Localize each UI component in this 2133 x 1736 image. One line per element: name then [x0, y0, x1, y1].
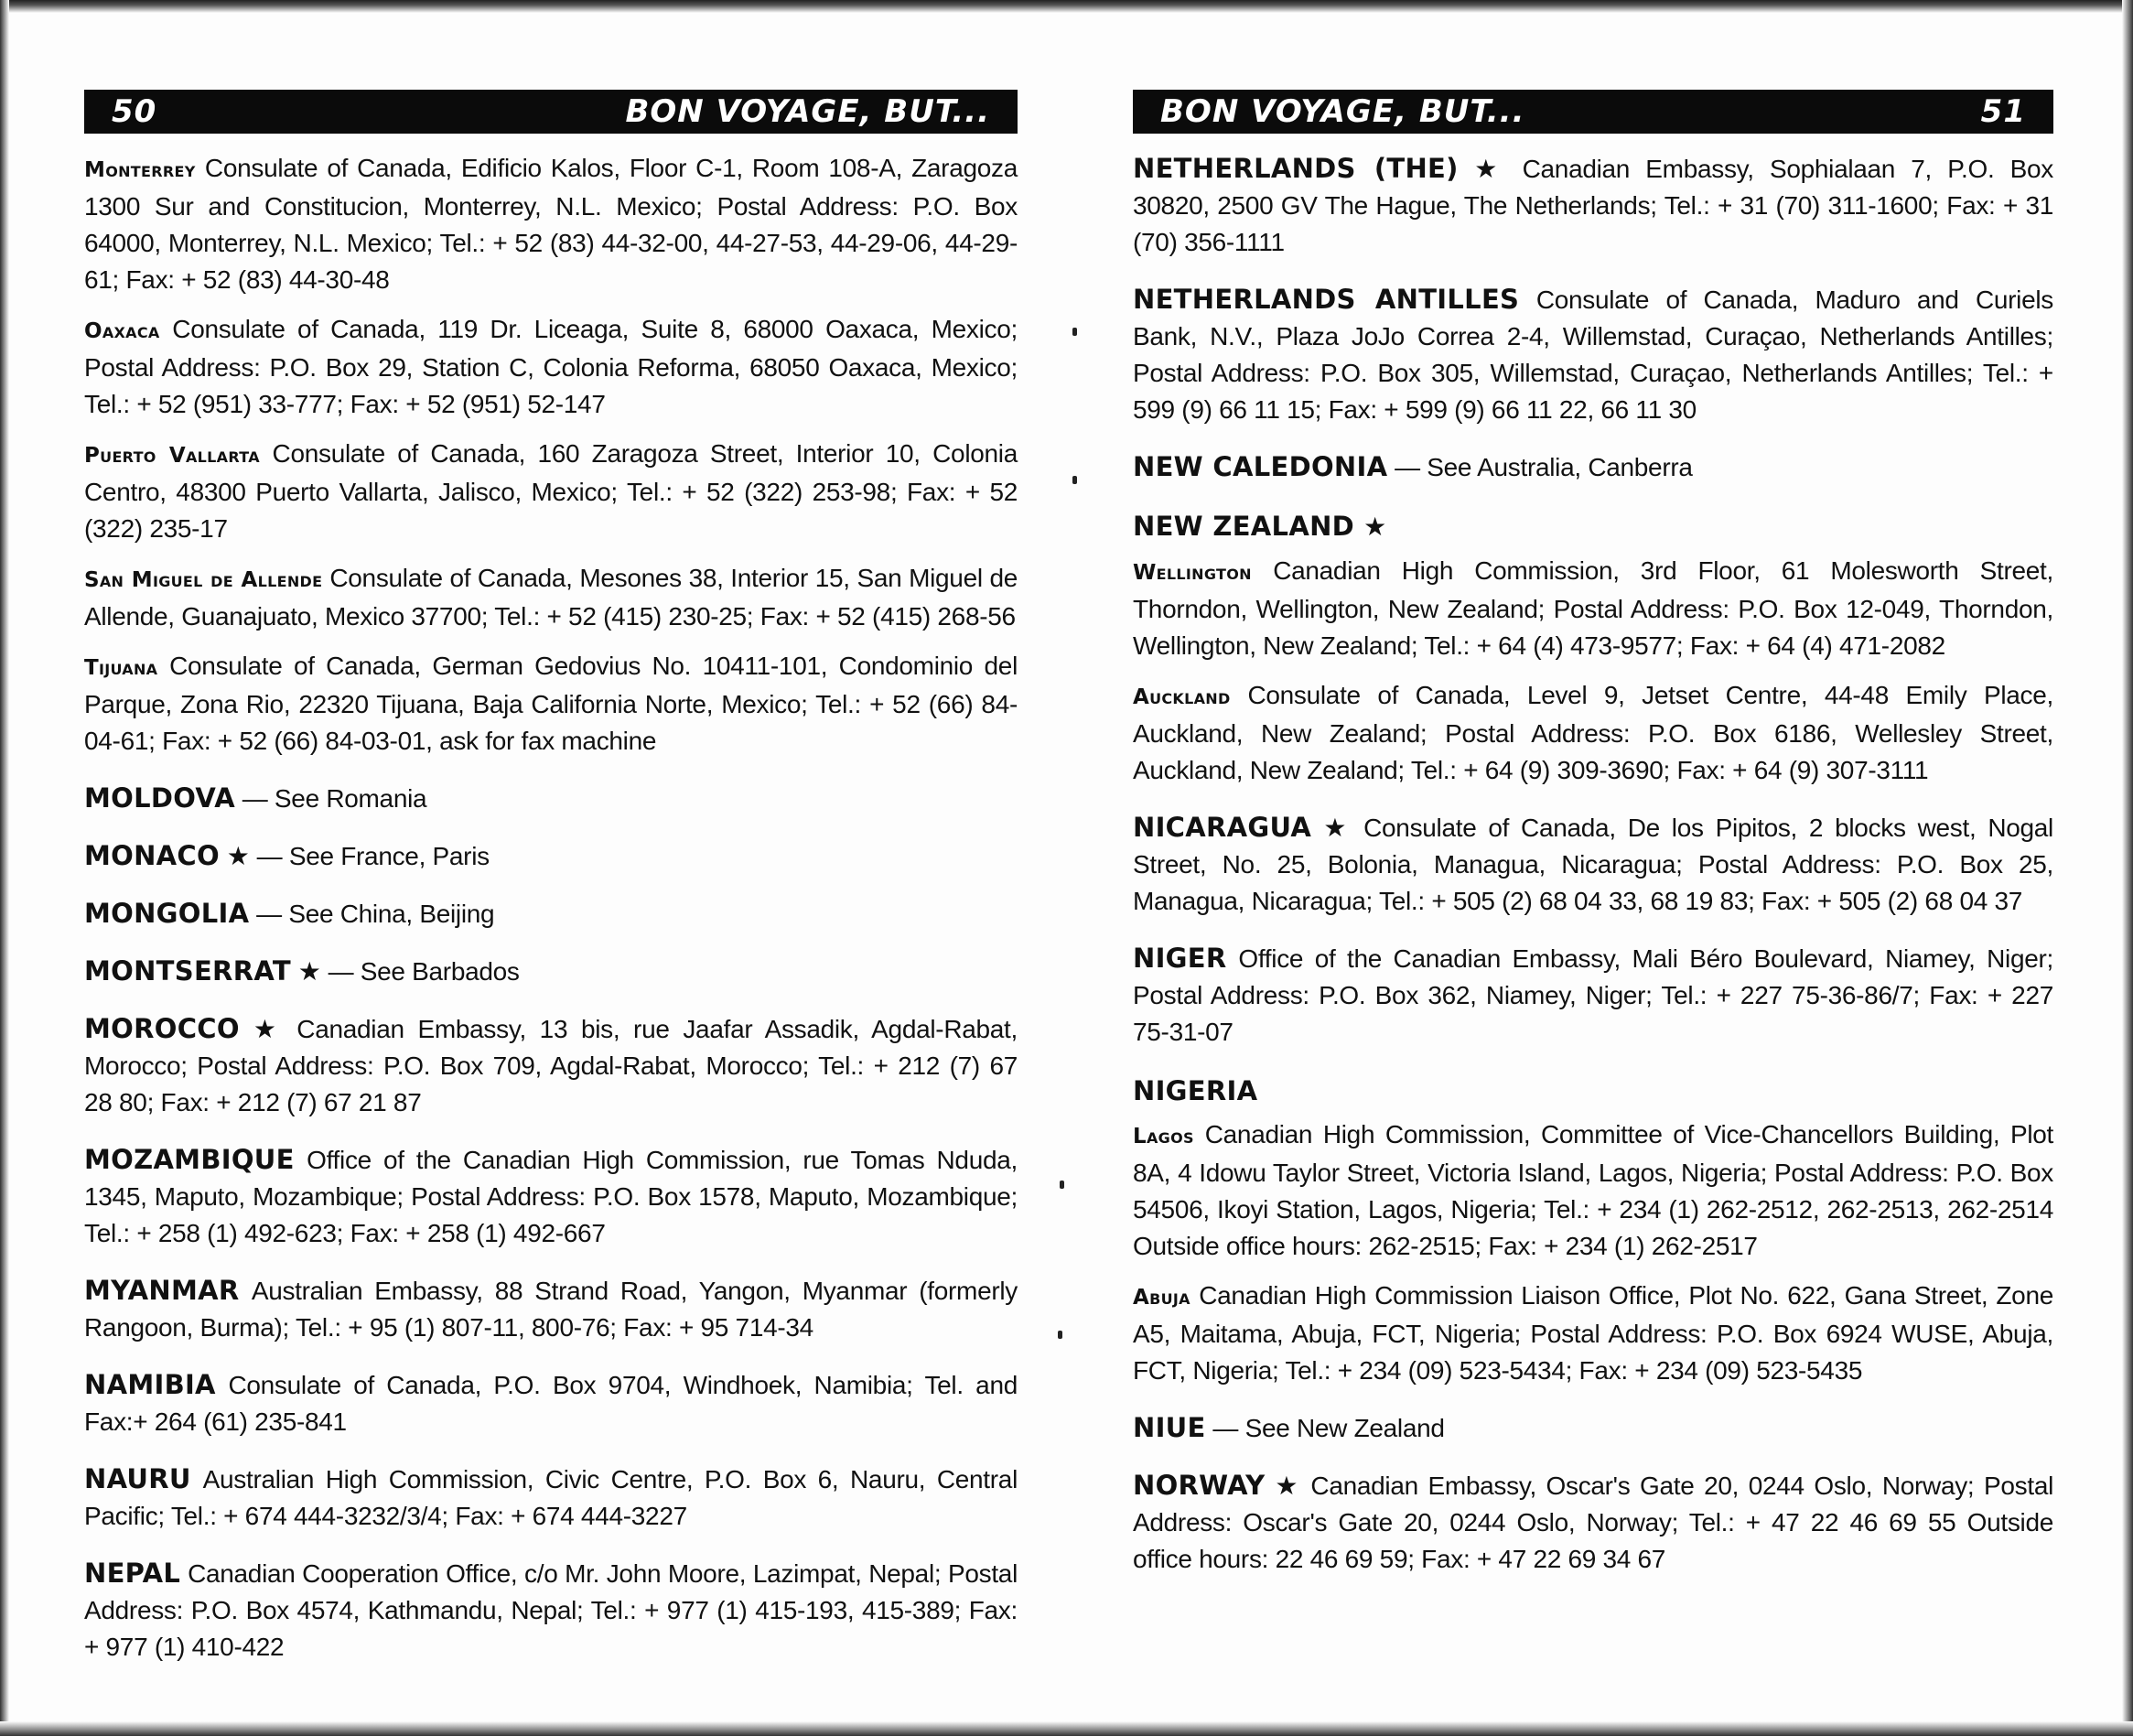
country-name: NEPAL: [84, 1558, 181, 1589]
page-edge-bottom: [0, 1721, 2133, 1736]
entry-text: Consulate of Canada, Mesones 38, Interior 15, San Miguel de Allende, Guanajuato, Mexico 37700; Tel.: + 52 (415) 230-25; Fax: + 52 (415) 268-56: [84, 564, 1018, 631]
entry-text: Canadian High Commission, 3rd Floor, 61 Molesworth Street, Thorndon, Wellington, New Zealand; Postal Address: P.O. Box 12-049, Thorndon, Wellington, New Zealand; Tel.: + 64 (4) 473-9577; Fax: + 64 (4) 471-2082: [1133, 556, 2054, 660]
country-name: MONACO: [84, 840, 220, 871]
directory-entry: [84, 436, 1018, 547]
gutter-speck: [1060, 1181, 1064, 1189]
country-name: MOROCCO: [84, 1013, 240, 1044]
country-name: NAMIBIA: [84, 1369, 216, 1400]
city-name: Puerto Vallarta: [84, 444, 260, 468]
entry-text: Consulate of Canada, Edificio Kalos, Floor C-1, Room 108-A, Zaragoza 1300 Sur and Constitucion, Monterrey, N.L. Mexico; Postal Address: P.O. Box 64000, Monterrey, N.L. Mexico; Tel.: + 52 (83) 44-32-00, 44-27-53, 44-29-06, 44-29-61; Fax: + 52 (83) 44-30-48: [84, 154, 1018, 294]
entry-text: Consulate of Canada, De los Pipitos, 2 blocks west, Nogal Street, No. 25, Bolonia, Managua, Nicaragua; Postal Address: P.O. Box 25, Managua, Nicaragua; Tel.: + 505 (2) 68 04 33, 68 19 83; Fax: + 505 (2) 68 04 37: [1133, 814, 2053, 915]
entry-text: Consulate of Canada, 160 Zaragoza Street, Interior 10, Colonia Centro, 48300 Puerto Vallarta, Jalisco, Mexico; Tel.: + 52 (322) 253-98; Fax: + 52 (322) 235-17: [84, 439, 1018, 543]
gutter-speck: [1058, 1331, 1062, 1339]
entry-text: — See France, Paris: [256, 842, 490, 870]
entry-text: Office of the Canadian High Commission, rue Tomas Nduda, 1345, Maputo, Mozambique; Postal Address: P.O. Box 1578, Maputo, Mozambique; Tel.: + 258 (1) 492-623; Fax: + 258 (1) 492-667: [84, 1146, 1018, 1247]
directory-entry: [1133, 448, 2053, 486]
country-name: NETHERLANDS ANTILLES: [1133, 284, 1520, 315]
directory-entry: [1133, 281, 2053, 428]
entry-text: Consulate of Canada, 119 Dr. Liceaga, Suite 8, 68000 Oaxaca, Mexico; Postal Address: P.O. Box 29, Station C, Colonia Reforma, 68050 Oaxaca, Mexico; Tel.: + 52 (951) 33-777; Fax: + 52 (951) 52-147: [84, 315, 1018, 418]
entry-text: Canadian Embassy, Oscar's Gate 20, 0244 Oslo, Norway; Postal Address: Oscar's Gate 20, 0244 Oslo, Norway; Tel.: + 47 22 46 69 55 Outside office hours: 22 46 69 59; Fax: + 47 22 69 34 67: [1133, 1472, 2054, 1573]
city-name: Oaxaca: [84, 319, 160, 343]
directory-entry: [1133, 150, 2053, 261]
country-name: NETHERLANDS (THE): [1133, 153, 1459, 184]
gutter-speck: [1072, 328, 1077, 336]
star-icon: ★: [1363, 512, 1387, 542]
directory-entry: [84, 1461, 1018, 1535]
directory-entry: [84, 311, 1018, 423]
directory-entry: [84, 560, 1018, 635]
city-name: San Miguel de Allende: [84, 568, 323, 592]
directory-entry: [84, 837, 1018, 875]
directory-entry: [1133, 940, 2053, 1051]
city-name: Wellington: [1133, 561, 1252, 585]
directory-entry: [84, 1366, 1018, 1440]
gutter-speck: [1072, 476, 1077, 484]
directory-entry: [1133, 1409, 2053, 1447]
city-name: Auckland: [1133, 685, 1231, 709]
entry-text: Canadian Cooperation Office, c/o Mr. John Moore, Lazimpat, Nepal; Postal Address: P.O. Box 4574, Kathmandu, Nepal; Tel.: + 977 (1) 415-193, 415-389; Fax: + 977 (1) 410-422: [84, 1559, 1018, 1661]
star-icon: ★: [1474, 155, 1507, 183]
entry-text: Consulate of Canada, German Gedovius No. 10411-101, Condominio del Parque, Zona Rio, 22320 Tijuana, Baja California Norte, Mexico; Tel.: + 52 (66) 84-04-61; Fax: + 52 (66) 84-03-01, ask for fax machine: [84, 652, 1018, 755]
country-name: NIGERIA: [1133, 1075, 1258, 1106]
left-page: [84, 90, 1018, 1678]
entry-text: Canadian Embassy, 13 bis, rue Jaafar Assadik, Agdal-Rabat, Morocco; Postal Address: P.O. Box 709, Agdal-Rabat, Morocco; Tel.: + 212 (7) 67 28 80; Fax: + 212 (7) 67 21 87: [84, 1015, 1018, 1116]
entry-text: — See Romania: [242, 784, 427, 813]
page-number: 51: [1980, 93, 2026, 130]
country-name: MYANMAR: [84, 1275, 240, 1306]
entry-text: — See New Zealand: [1212, 1414, 1445, 1442]
entry-text: Canadian High Commission Liaison Office, Plot No. 622, Gana Street, Zone A5, Maitama, Abuja, FCT, Nigeria; Postal Address: P.O. Box 6924 WUSE, Abuja, FCT, Nigeria; Tel.: + 234 (09) 523-5434; Fax: + 234 (09) 523-5435: [1133, 1281, 2054, 1385]
directory-entry: [84, 895, 1018, 933]
country-name: NIGER: [1133, 943, 1227, 974]
running-title: BON VOYAGE, BUT...: [1160, 93, 1525, 130]
country-name: NEW CALEDONIA: [1133, 451, 1388, 482]
entry-text: — See Barbados: [328, 957, 520, 986]
left-page-header: [84, 90, 1018, 134]
entry-text: Office of the Canadian Embassy, Mali Béro Boulevard, Niamey, Niger; Postal Address: P.O. Box 362, Niamey, Niger; Tel.: + 227 75-36-86/7; Fax: + 227 75-31-07: [1133, 944, 2054, 1046]
page-edge-left: [0, 0, 9, 1736]
page-edge-top: [0, 0, 2133, 13]
entry-text: Canadian High Commission, Committee of Vice-Chancellors Building, Plot 8A, 4 Idowu Taylor Street, Victoria Island, Lagos, Nigeria; Postal Address: P.O. Box 54506, Ikoyi Station, Lagos, Nigeria; Tel.: + 234 (1) 262-2512, 262-2513, 262-2514 Outside office hours: 262-2515; Fax: + 234 (1) 262-2517: [1133, 1120, 2054, 1260]
country-name: MOLDOVA: [84, 782, 235, 814]
entry-text: Australian Embassy, 88 Strand Road, Yangon, Myanmar (formerly Rangoon, Burma); Tel.: + 95 (1) 807-11, 800-76; Fax: + 95 714-34: [84, 1277, 1018, 1342]
entry-text: — See Australia, Canberra: [1395, 453, 1693, 481]
directory-entry: [1133, 677, 2053, 789]
directory-entry: [1133, 1278, 2053, 1389]
directory-entry: [1133, 1071, 2053, 1111]
running-title: BON VOYAGE, BUT...: [625, 93, 990, 130]
entry-text: Australian High Commission, Civic Centre, P.O. Box 6, Nauru, Central Pacific; Tel.: + 674 444-3232/3/4; Fax: + 674 444-3227: [84, 1465, 1018, 1530]
country-name: NAURU: [84, 1463, 191, 1494]
directory-entry: [84, 1555, 1018, 1666]
directory-entry: [84, 1141, 1018, 1252]
city-name: Monterrey: [84, 158, 196, 182]
star-icon: ★: [297, 957, 321, 986]
country-name: MONTSERRAT: [84, 955, 291, 987]
directory-entry: [84, 953, 1018, 990]
city-name: Abuja: [1133, 1286, 1190, 1310]
directory-entry: [84, 1272, 1018, 1346]
page-edge-right: [2122, 0, 2133, 1736]
country-name: MONGOLIA: [84, 898, 250, 929]
directory-entry: [84, 1010, 1018, 1121]
entry-text: Canadian Embassy, Sophialaan 7, P.O. Box 30820, 2500 GV The Hague, The Netherlands; Tel.: + 31 (70) 311-1600; Fax: + 31 (70) 356-1111: [1133, 155, 2054, 256]
entry-text: Consulate of Canada, Level 9, Jetset Centre, 44-48 Emily Place, Auckland, New Zealand; Postal Address: P.O. Box 6186, Wellesley Street, Auckland, New Zealand; Tel.: + 64 (9) 309-3690; Fax: + 64 (9) 307-3111: [1133, 681, 2053, 784]
directory-entry: [1133, 506, 2053, 547]
entry-text: Consulate of Canada, P.O. Box 9704, Windhoek, Namibia; Tel. and Fax:+ 264 (61) 235-841: [84, 1371, 1018, 1436]
entry-text: Consulate of Canada, Maduro and Curiels Bank, N.V., Plaza JoJo Correa 2-4, Willemstad, Curaçao, Netherlands Antilles; Postal Address: P.O. Box 305, Willemstad, Curaçao, Netherlands Antilles; Tel.: + 599 (9) 66 11 15; Fax: + 599 (9) 66 11 22, 66 11 30: [1133, 286, 2053, 424]
entry-text: — See China, Beijing: [256, 900, 495, 928]
directory-entry: [1133, 1467, 2053, 1578]
directory-entry: [84, 648, 1018, 760]
country-name: NEW ZEALAND: [1133, 511, 1355, 542]
country-name: NIUE: [1133, 1412, 1206, 1443]
directory-entry: [1133, 1116, 2053, 1265]
star-icon: ★: [253, 1015, 284, 1043]
directory-entry: [1133, 553, 2053, 664]
directory-entry: [84, 150, 1018, 298]
directory-entry: [1133, 809, 2053, 920]
star-icon: ★: [1323, 814, 1352, 842]
directory-entry: [84, 780, 1018, 817]
city-name: Tijuana: [84, 656, 158, 680]
country-name: NICARAGUA: [1133, 812, 1312, 843]
star-icon: ★: [226, 842, 250, 870]
right-page-header: [1133, 90, 2053, 134]
right-page: [1133, 90, 2053, 1590]
country-name: NORWAY: [1133, 1470, 1266, 1501]
page-number: 50: [112, 93, 157, 130]
star-icon: ★: [1275, 1472, 1301, 1500]
city-name: Lagos: [1133, 1125, 1194, 1148]
country-name: MOZAMBIQUE: [84, 1144, 295, 1175]
